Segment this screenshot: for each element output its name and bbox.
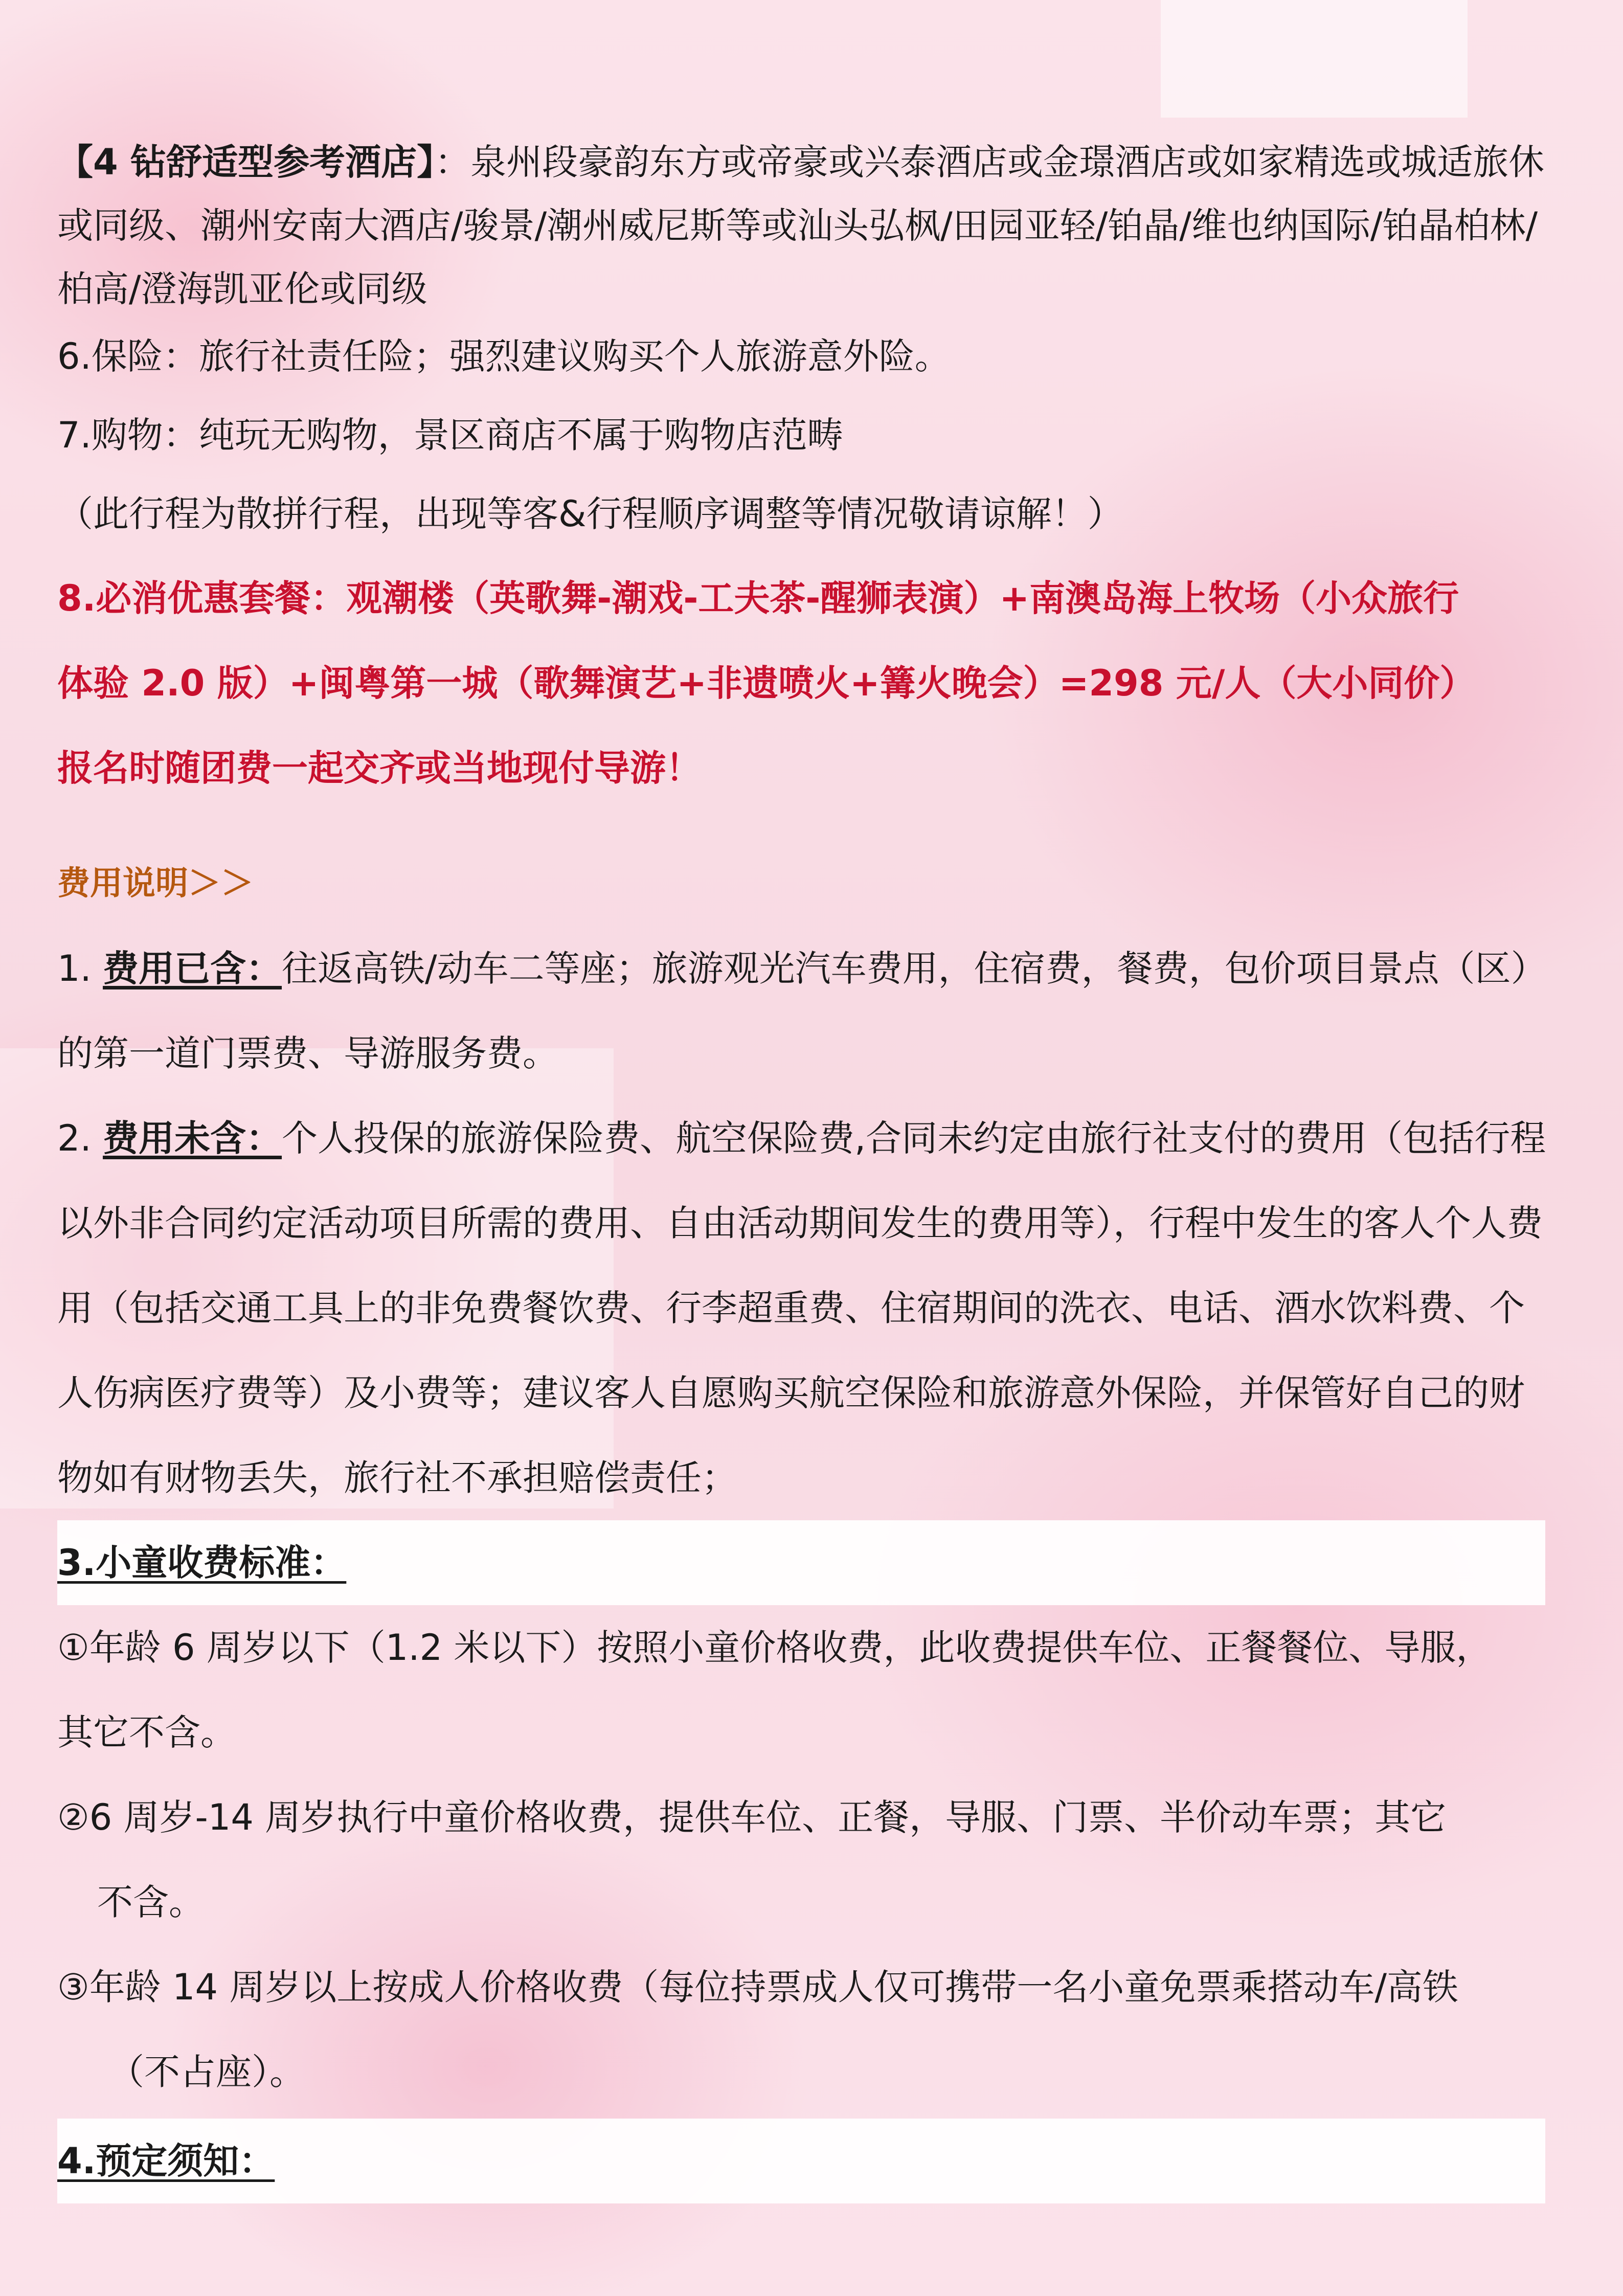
fees-included-text: 往返高铁/动车二等座；旅游观光汽车费用，住宿费，餐费，包价项目景点（区）的第一道门票费、导游服务费。 [57,948,1547,1074]
hotel-label: 【4 钻舒适型参考酒店】 [57,141,435,183]
booking-heading-text: 4.预定须知： [57,2140,275,2182]
child-rule-2: ②6 周岁-14 周岁执行中童价格收费，提供车位、正餐，导服、门票、半价动车票；其它 [57,1796,1447,1838]
child-rule-2-cont: 不含。 [97,1881,205,1923]
fees-excluded-number: 2. [57,1117,103,1159]
itinerary-note: （此行程为散拼行程，出现等客&行程顺序调整等情况敬请谅解！） [57,493,1123,535]
hotel-text: ：泉州段豪韵东方或帝豪或兴泰酒店或金璟酒店或如家精选或城适旅休或同级、潮州安南大酒店/骏景/潮州威尼斯等或汕头弘枫/田园亚轻/铂晶/维也纳国际/铂晶柏林/柏高/澄海凯亚伦或同级 [57,141,1545,310]
child-fee-heading [57,1520,1545,1605]
child-rule-3: ③年龄 14 周岁以上按成人价格收费（每位持票成人仅可携带一名小童免票乘搭动车/高铁 [57,1966,1458,2008]
fees-excluded-label: 费用未含： [103,1117,282,1159]
document-body [57,130,1550,2203]
hotel-paragraph [57,130,1550,321]
fees-included-number: 1. [57,948,103,989]
fees-included-label: 费用已含： [103,948,282,989]
package-line-2: 体验 2.0 版）+闽粤第一城（歌舞演艺+非遗喷火+篝火晚会）=298 元/人（大小同价） [57,662,1476,704]
shopping-item: 7.购物：纯玩无购物，景区商店不属于购物店范畴 [57,414,843,456]
fees-excluded [57,1096,1550,1520]
booking-heading [57,2119,1545,2203]
child-fee-heading-text: 3.小童收费标准： [57,1542,347,1584]
package-line-3: 报名时随团费一起交齐或当地现付导游！ [57,747,702,789]
background-panel-top [1161,0,1468,118]
package-line-1: 8.必消优惠套餐：观潮楼（英歌舞-潮戏-工夫茶-醒狮表演）+南澳岛海上牧场（小众旅行 [57,577,1459,619]
fees-section-title: 费用说明＞＞ [57,865,254,903]
insurance-item: 6.保险：旅行社责任险；强烈建议购买个人旅游意外险。 [57,335,951,377]
fees-included [57,926,1550,1096]
child-rule-1-cont: 其它不含。 [57,1712,236,1753]
child-rule-1: ①年龄 6 周岁以下（1.2 米以下）按照小童价格收费，此收费提供车位、正餐餐位、导服， [57,1627,1492,1669]
child-rule-3-cont: （不占座）。 [108,2051,305,2093]
fees-excluded-text: 个人投保的旅游保险费、航空保险费,合同未约定由旅行社支付的费用（包括行程以外非合同约定活动项目所需的费用、自由活动期间发生的费用等），行程中发生的客人个人费用（包括交通工具上的非免费餐饮费、行李超重费、住宿期间的洗衣、电话、酒水饮料费、个人伤病医疗费等）及小费等；建议客人自愿购买航空保险和旅游意外保险，并保管好自己的财物如有财物丢失，旅行社不承担赔偿责任； [57,1117,1546,1499]
